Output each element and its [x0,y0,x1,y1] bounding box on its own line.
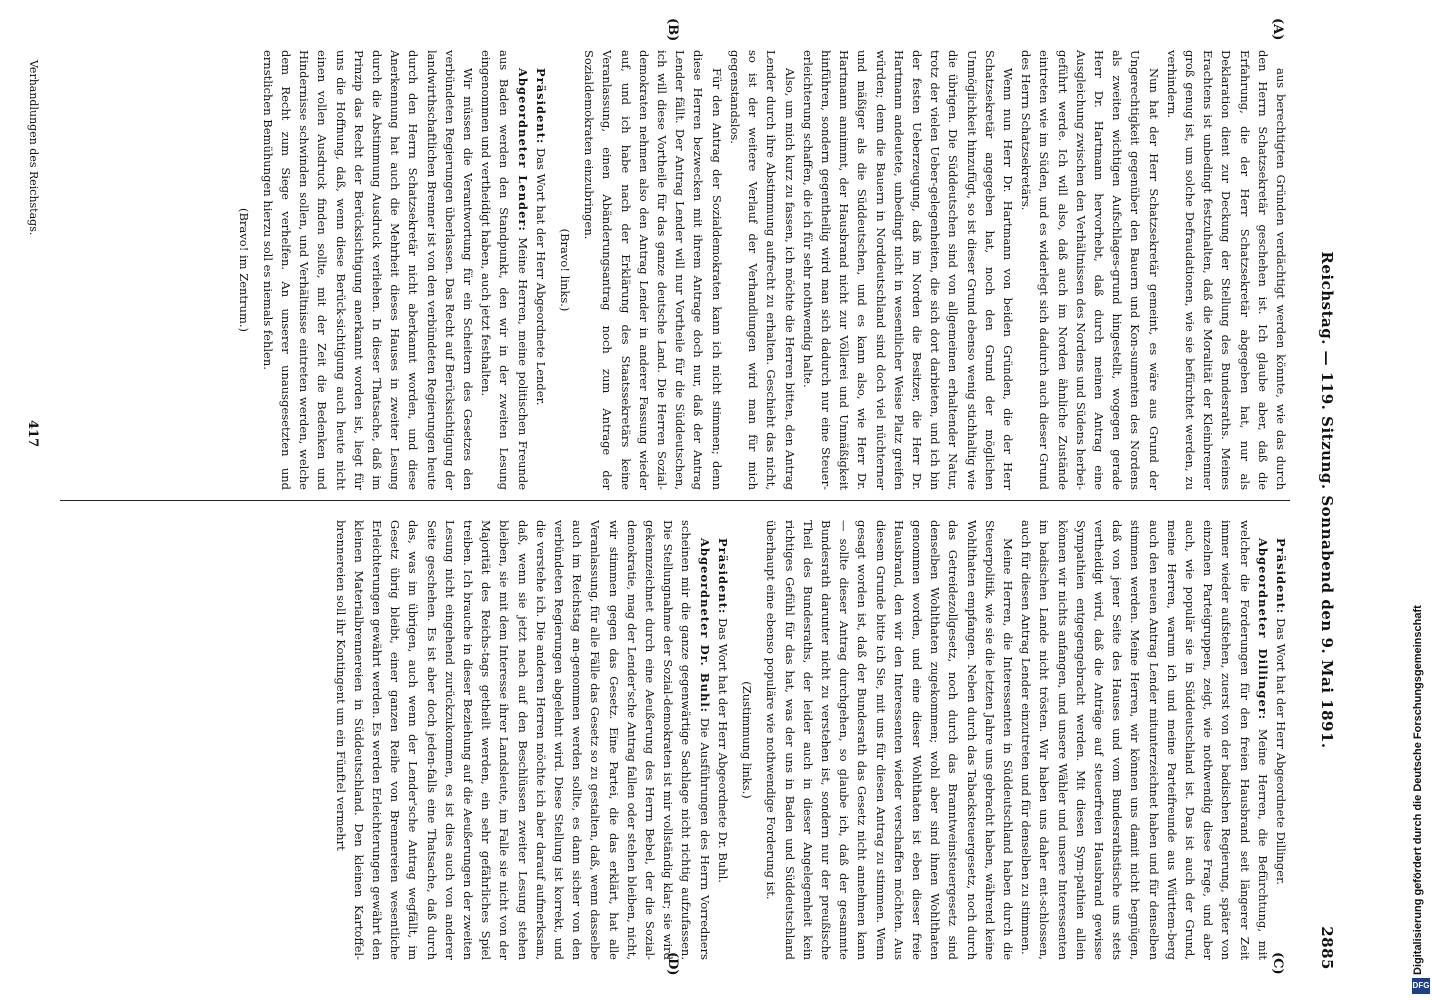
paragraph [477,50,532,490]
speech-text: Das Wort hat der Herr Abgeordnete Dillinger. [1274,617,1288,885]
page-number: 2885 [1318,926,1336,970]
margin-marker-c: (C) [1270,952,1285,975]
speech-text: Die Ausführungen des Herrn Vorredners scheinen mir die ganze gegenwärtige Sachlage nicht richtig aufzufassen. Die Stellungnahme der Sozial-demokraten ist mir vollständig klar; sie wird gekennzeichnet durch eine Aeußerung des Herrn Bebel, der die Sozial-demokratie, mag der Lender'sche Antrag fallen oder stehen bleiben, nicht, wir stimmen gegen das Gesetz. Eine Partei, die das erklärt, hat alle Veranlassung, für alle Fälle das Gesetz so zu gestalten, daß, wenn dasselbe auch im Reichstag an-genommen werden sollte, es dann sicher von den verbündeten Regierungen abgelehnt wird. Diese Stellung ist korrekt, und die verstehe ich. Die anderen Herren möchte ich aber darauf aufmerksam, daß, wenn sie jetzt nach auf den Beschlüssen zweiter Lesung stehen bleiben, sie mit dem Interesse ihrer Landsleute, im Falle sie nicht von der Majorität des Reichs-tags getheilt werden, ein sehr gefährliches Spiel treiben. Ich brauche in dieser Beziehung auf die Aeußerungen der zweiten Lesung nicht eingehend zurückzukommen, es ist dies auch von anderer Seite geschehen. Es ist aber doch jeden-falls eine Thatsache, daß durch das, was im übrigen, auch wenn der Lender'sche Antrag wegfällt, im Gesetz übrig bleibt, einer ganzen Reihe von Brennereien wesentliche Erleichterungen gewährt werden. Es werden Erleichterungen gewährt den kleinen Materialbrennereien in Süddeutschland. Den kleinen Kartoffel-brennereien soll ihr Kontingent um ein Fünftel vermehrt [333,520,712,960]
right-column [50,520,1290,960]
paragraph [331,520,713,960]
paragraph [714,520,732,960]
speech-text: Das Wort hat der Herr Abgeordnete Lender. [533,147,548,406]
footer-publication: Verhandlungen des Reichstags. [27,60,40,236]
margin-marker-a: (A) [1270,18,1285,41]
paragraph: Wir müssen die Verantwortung für ein Scheitern des Gesetzes den verbündeten Regierungen überlassen. Das Recht auf Berücksichtigung der landwirthschaftlichen Brenner ist von den verbündeten Regierungen heute durch den Herrn Schatzsekretär nicht aberkannt worden, und diese Anerkennung hat auch die Mehrheit dieses Hauses in zweiter Lesung durch die Abstimmung Ausdruck verliehen. In dieser Thatsache, daß im Prinzip das Recht der Berücksichtigung anerkannt worden ist, liegt für uns die Hoffnung, daß, wenn diese Berück-sichtigung auch heute nicht einen vollen Ausdruck finden sollte, mit der Zeit die Bedenken und Hindernisse schwinden sollen, und Verhältnisse eintreten werden, welche dem Recht zum Siege verhelfen. An unserer unausgesetzten und ernstlichen Bemühungen hierzu soll es niemals fehlen. [260,50,476,490]
paragraph: aus berechtigten Gründen verdächtigt werden könnte, wie das durch den Herrn Schatzsekretär geschehen ist. Ich glaube aber, daß die Erfahrung, die der Herr Schatzsekretär abgegeben hat, nur als Deklaration dient zur Deckung der Stellung des Bundesraths. Meines Erachtens ist unbedingt festzuhalten, daß die Moralität der Kleinbrenner groß genug ist, um solche Defraudationen, wie sie befürchtet werden, zu verhindern. [1164,50,1288,490]
left-column [50,50,1290,490]
digitization-note: Digitalisierung gefördert durch die Deutsche Forschungsgemeinschaft [1412,605,1424,975]
paragraph [1017,520,1272,960]
stage-direction: (Bravo! im Zentrum.) [236,207,251,332]
paragraph: Also, um mich kurz zu fassen, ich möchte die Herren bitten, den Antrag Lender durch ihre Abstimmung aufrecht zu erhalten. Geschieht das nicht, so ist der weitere Verlauf der Verhandlungen wird man für mich gegenstandslos. [727,50,797,490]
stage-direction: (Zustimmung links.) [740,681,755,799]
speaker-name: Abgeordneter Dillinger: [1255,538,1270,721]
paragraph: Meine Herren, die Interessenten in Süddeutschland haben durch die Steuerpolitik, wie sie die letzten Jahre uns gebracht haben, während keine Wohlthaten empfangen. Neben durch das Tabacksteuergesetz, noch durch das Getreidezollgesetz, noch durch das Branntweinsteuergesetz sind denselben Wohlthaten zugekommen; wohl aber sind ihnen Wohlthaten genommen worden, und eine dieser Wohlthaten ist eben dieser freie Hausbrand, den wir den Interessenten wieder verschaffen möchten. Aus diesem Grunde bitte ich Sie, mit uns für diesen Antrag zu stimmen. Wenn gesagt worden ist, daß der Bundesrath das Gesetz nicht annehmen kann — sollte dieser Antrag durchgehen, so glaube ich, daß der gesammte Bundesrath darunter nicht zu verstehen ist, sondern nur der preußische Theil des Bundesraths, der leider auch in dieser Angelegenheit kein richtiges Gefühl für das hat, was der uns in Baden und Süddeutschland überhaupt eine ebenso populäre wie nothwendige Forderung ist. [764,520,1015,960]
page-header [1310,30,1340,970]
speech-text: Meine Herren, die Befürchtung, mit welcher die Forderungen für den freien Hausbrand seit längerer Zeit immer wieder aufstehen, zuerst von der badischen Regierung, später von einzelnen Parteigruppen, zeigt, wie nothwendig diese Frage, und aber auch, wie populär sie in Süddeutschland ist. Das ist auch der Grund, meine Herren, warum ich und meine Parteifreunde aus Württem-berg auch den neuen Antrag Lender mitunterzeichnet haben und für denselben stimmen werden. Meine Herren, wir können uns damit nicht begnügen, daß von jener Seite des Hauses und vom Bundesrathstische uns stets vertheidigt wird, daß die Anträge auf steuerfreien Hausbrand gewisse Sympathien entgegengebracht werden. Mit diesen Sym-pathien allein können wir nichts anfangen, und unsere Wähler und unsere Interessenten im badischen Lande nicht trösten. Wir haben uns daher ent-schlossen, auch für diesen Antrag Lender einzutreten und für denselben zu stimmen. [1019,520,1270,960]
speaker-name: Abgeordneter Lender: [515,68,530,232]
speech-text: Das Wort hat der Herr Abgeordnete Dr. Buhl. [715,617,730,883]
speech-text: Meine Herren, meine politischen Freunde aus Baden werden den Standpunkt, den wir in der zweiten Lesung eingenommen und vertheidigt haben, auch jetzt festhalten. [479,50,530,490]
paragraph: Für den Antrag der Sozialdemokraten kann ich nicht stimmen; denn diese Herren bezwecken mit ihrem Antrage doch nur, daß der Antrag Lender fällt. Der Antrag Lender will nur Vortheile für die Süddeutschen, ich will diese Vortheile für das ganze deutsche Land. Die Herren Sozial-demokraten nehmen also den Antrag Lender in anderer Fassung wieder auf, und ich habe nach der Erklärung des Staatssekretärs keine Veranlassung, einen Abänderungsantrag noch zum Antrage der Sozialdemokraten einzubringen. [582,50,724,490]
speaker-name: Abgeordneter Dr. Buhl: [697,538,712,713]
margin-marker-b: (B) [665,18,680,42]
column-divider [60,500,1290,501]
speaker-name: Präsident: [533,68,548,145]
margin-marker-d: (D) [665,952,680,976]
paragraph [532,50,550,490]
stage-direction: (Bravo! links.) [558,228,573,312]
paragraph: Nun hat der Herr Schatzsekretär gemeint, es wäre aus Grund der Ungerechtigkeit gegenüber den Bauern und Kon-sumenten des Nordens als zweiten wichtigen Aufschlages-grund hingestellt, wogegen gerade Herr Dr. Hartmann hervorhebt, daß durch meinen Antrag eine Ausgleichung zwischen den Verhältnissen des Nordens und Südens herbei-geführt werde. Ich will also, daß auch im Norden ähnliche Zustände eintreten wie im Süden, und es widerlegt sich dadurch auch dieser Grund des Herrn Schatzsekretärs. [1019,50,1161,490]
paragraph: Wenn nun Herr Dr. Hartmann von beiden Gründen, die der Herr Schatzsekretär angegeben hat, noch den Grund der möglichen Unmöglichkeit hinzufügt, so ist dieser Grund ebenso wenig stichhaltig wie die übrigen. Die Süddeutschen sind von allgemeinen erhaltender Natur, trotz der vielen Ueber-gelegenheiten, die sich dort darbieten, und ich bin der festen Ueberzeugung, daß im Norden die Besitzer, die Herr Dr. Hartmann andeutete, unbedingt nicht in wesentlicher Weise Platz greifen würden; denn die Bauern in Norddeutschland sind doch viel nüchterner und mäßiger als die Süddeutschen, und es kann also, wie Herr Dr. Hartmann annimmt, der Hausbrand nicht zur Völlerei und Unmäßigkeit hinführen, sondern gegentheilig wird man sich dadurch nur eine Steuer-erleichterung schaffen, die ich für sehr nothwendig halte. [800,50,1015,490]
page-title: Reichstag. — 119. Sitzung. Sonnabend den 9. Mai 1891. [1318,251,1336,749]
digitization-strip [1408,0,1432,1000]
footer-sheet-number: 417 [25,420,40,448]
speaker-name: Präsident: [715,538,730,615]
dfg-logo: DFG [1412,978,1430,994]
speaker-name: Präsident: [1274,538,1288,615]
paragraph [1272,520,1290,960]
